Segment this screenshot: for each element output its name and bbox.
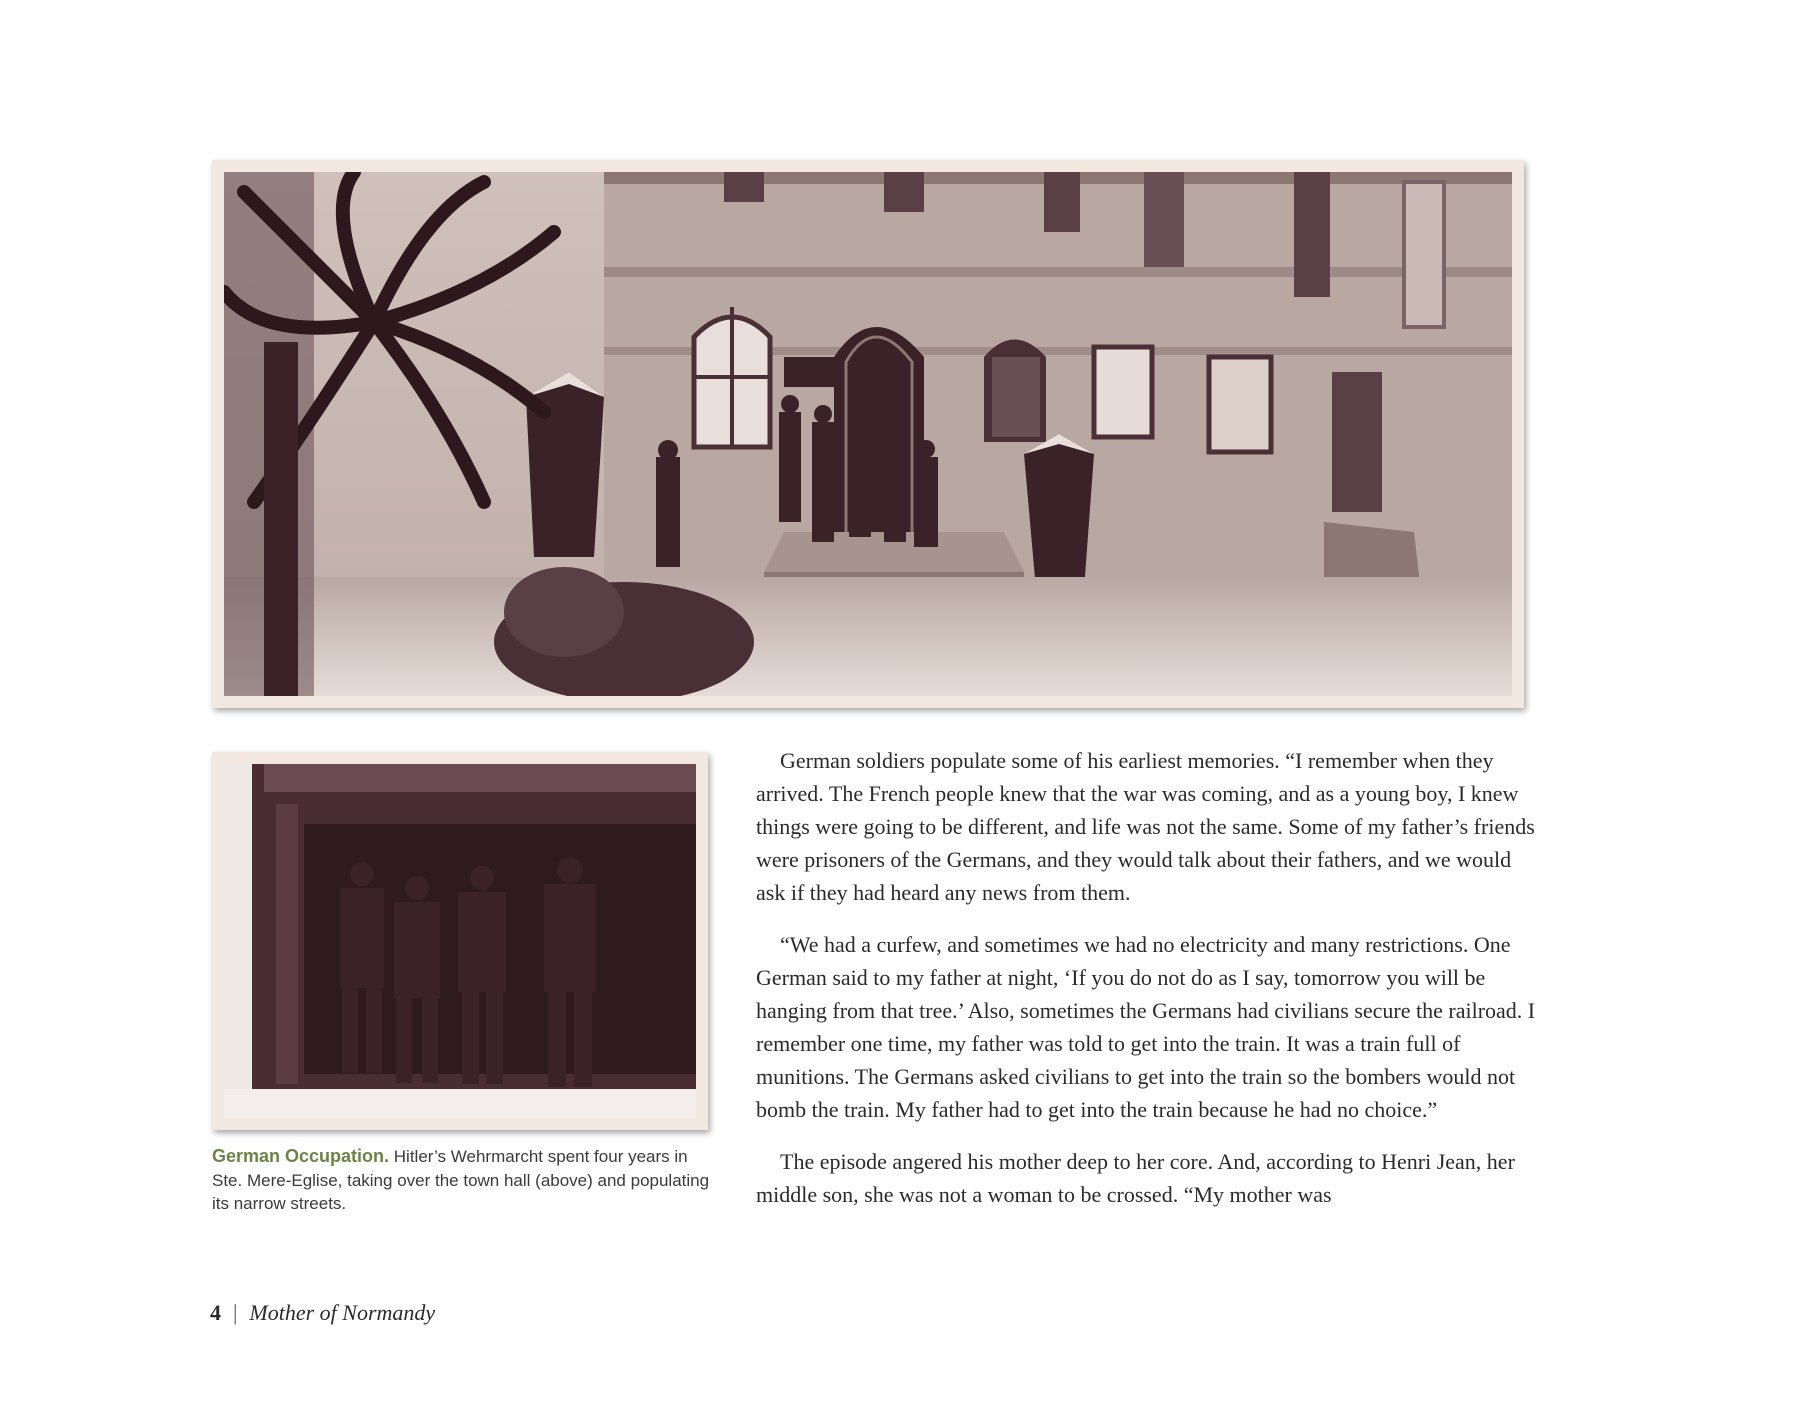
page-footer (210, 1300, 435, 1326)
town-hall-photo-image (224, 172, 1512, 696)
body-text (756, 744, 1536, 1230)
paragraph: German soldiers populate some of his earliest memories. “I remember when they arrived. The French people knew that the war was coming, and as a young boy, I knew things were going to be different, and life was not the same. Some of my father’s friends were prisoners of the Germans, and they would talk about their fathers, and we would ask if they had heard any news from them. (756, 748, 1535, 905)
footer-separator: | (233, 1300, 238, 1325)
town-hall-photo (212, 160, 1524, 708)
soldiers-photo (212, 752, 708, 1130)
soldiers-photo-image (224, 764, 696, 1118)
paragraph: The episode angered his mother deep to her core. And, according to Henri Jean, her middle son, she was not a woman to be crossed. “My mother was (756, 1149, 1515, 1207)
paragraph: “We had a curfew, and sometimes we had no electricity and many restrictions. One German said to my father at night, ‘If you do not do as I say, tomorrow you will be hanging from that tree.’ Also, sometimes the Germans had civilians secure the railroad. I remember one time, my father was told to get into the train. It was a train full of munitions. The Germans asked civilians to get into the train so the bombers would not bomb the train. My father had to get into the train because he had no choice.” (756, 932, 1536, 1122)
caption-text: Hitler’s Wehrmarcht spent four years in Ste. Mere-Eglise, taking over the town hall (above) and populating its narrow streets. (212, 1147, 710, 1213)
photo-caption (212, 1145, 712, 1216)
book-title: Mother of Normandy (249, 1300, 436, 1325)
page-number: 4 (210, 1300, 221, 1325)
caption-title: German Occupation. (212, 1146, 390, 1166)
